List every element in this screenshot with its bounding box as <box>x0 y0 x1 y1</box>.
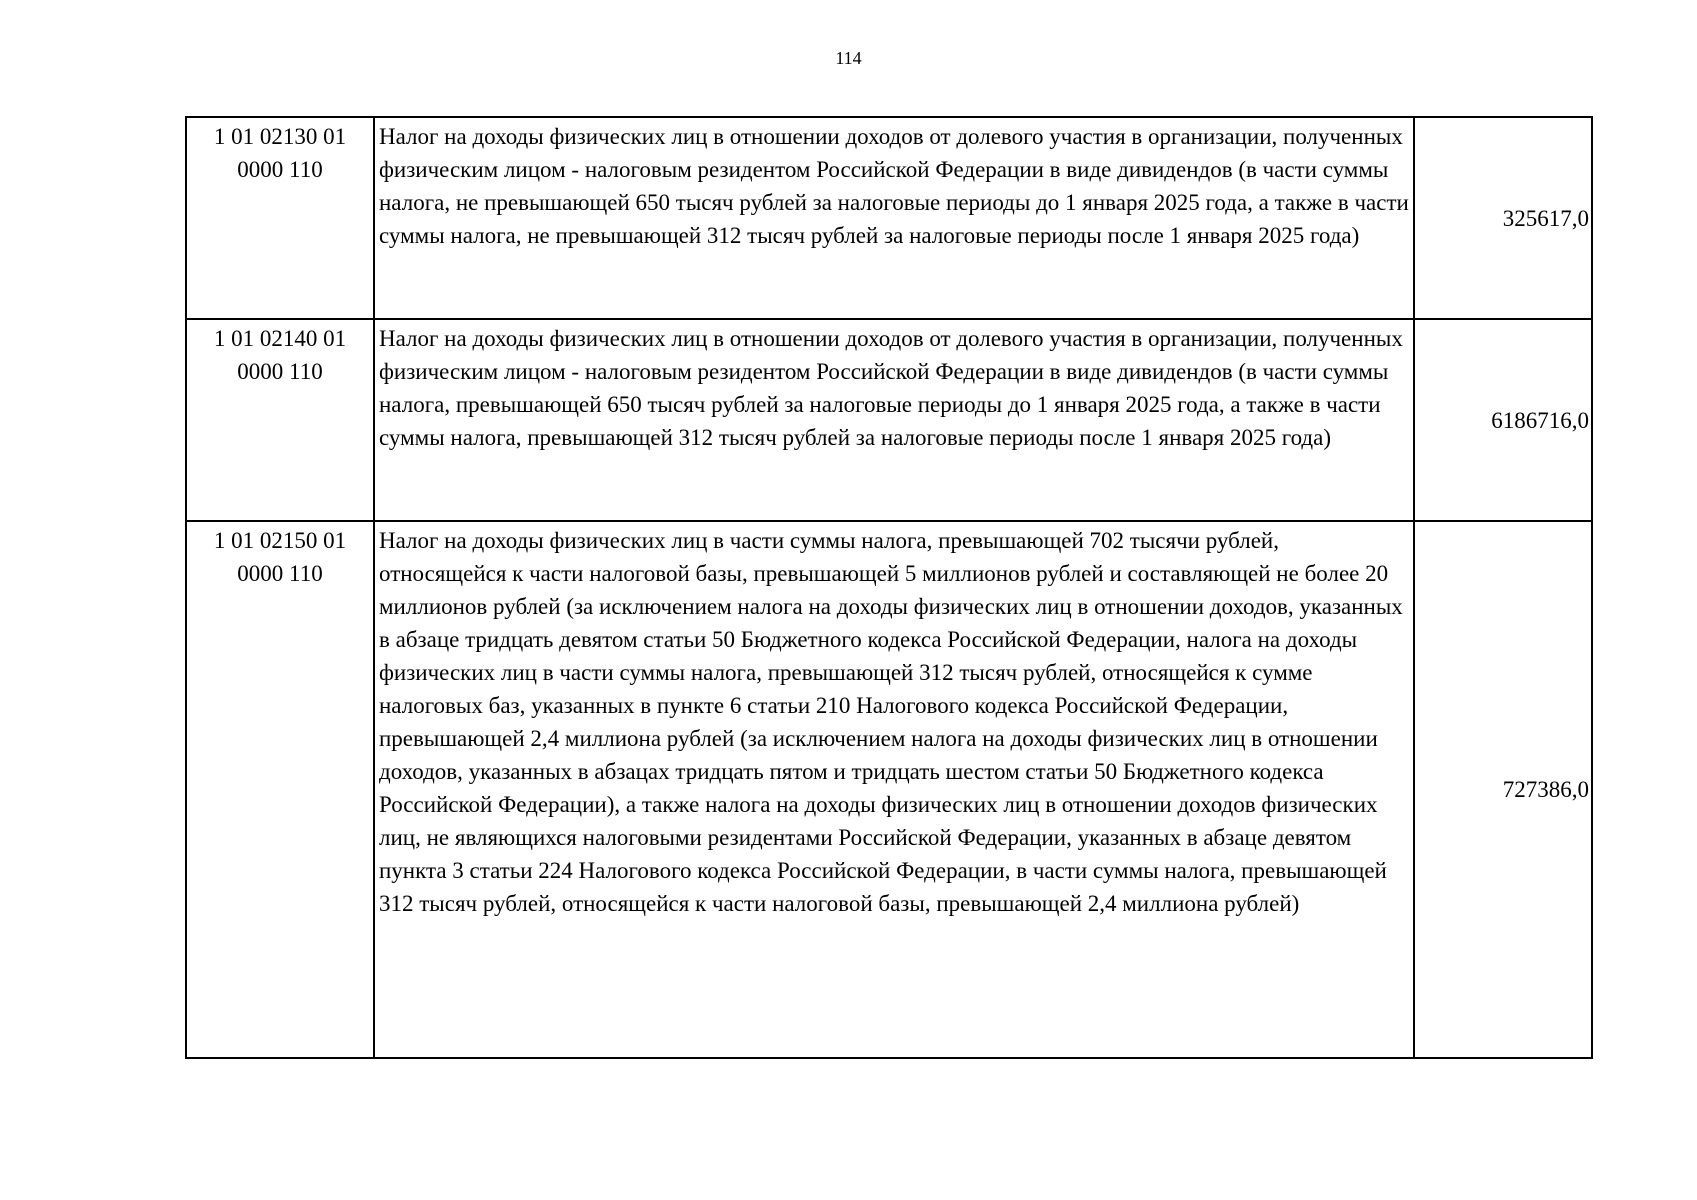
table-row <box>186 521 1592 1058</box>
code-line-2: 0000 110 <box>237 561 323 586</box>
page-number: 114 <box>835 48 862 68</box>
budget-revenue-table <box>185 116 1593 1059</box>
table-row <box>186 319 1592 521</box>
code-line-2: 0000 110 <box>237 359 323 384</box>
code-line-2: 0000 110 <box>237 157 323 182</box>
revenue-description: Налог на доходы физических лиц в части суммы налога, превышающей 702 тысячи рублей, относящейся к части налоговой базы, превышающей 5 миллионов рублей и составляющей не более 20 миллионов рублей (за исключением налога на доходы физических лиц в отношении доходов, указанных в абзаце тридцать девятом статьи 50 Бюджетного кодекса Российской Федерации, налога на доходы физических лиц в части суммы налога, превышающей 312 тысяч рублей, относящейся к сумме налоговых баз, указанных в пункте 6 статьи 210 Налогового кодекса Российской Федерации, превышающей 2,4 миллиона рублей (за исключением налога на доходы физических лиц в отношении доходов, указанных в абзацах тридцать пятом и тридцать шестом статьи 50 Бюджетного кодекса Российской Федерации), а также налога на доходы физических лиц в отношении доходов физических лиц, не являющихся налоговыми резидентами Российской Федерации, указанных в абзаце девятом пункта 3 статьи 224 Налогового кодекса Российской Федерации, в части суммы налога, превышающей 312 тысяч рублей, относящейся к части налоговой базы, превышающей 2,4 миллиона рублей) <box>374 521 1414 1058</box>
revenue-amount: 727386,0 <box>1414 521 1592 1058</box>
revenue-amount: 325617,0 <box>1414 117 1592 319</box>
table-row <box>186 117 1592 319</box>
code-line-1: 1 01 02130 01 <box>213 124 347 149</box>
revenue-description: Налог на доходы физических лиц в отношении доходов от долевого участия в организации, полученных физическим лицом - налоговым резидентом Российской Федерации в виде дивидендов (в части суммы налога, превышающей 650 тысяч рублей за налоговые периоды до 1 января 2025 года, а также в части суммы налога, превышающей 312 тысяч рублей за налоговые периоды после 1 января 2025 года) <box>374 319 1414 521</box>
budget-classification-code <box>186 117 374 319</box>
code-line-1: 1 01 02150 01 <box>213 528 347 553</box>
revenue-description: Налог на доходы физических лиц в отношении доходов от долевого участия в организации, полученных физическим лицом - налоговым резидентом Российской Федерации в виде дивидендов (в части суммы налога, не превышающей 650 тысяч рублей за налоговые периоды до 1 января 2025 года, а также в части суммы налога, не превышающей 312 тысяч рублей за налоговые периоды после 1 января 2025 года) <box>374 117 1414 319</box>
code-line-1: 1 01 02140 01 <box>213 326 347 351</box>
budget-classification-code <box>186 319 374 521</box>
budget-classification-code <box>186 521 374 1058</box>
revenue-amount: 6186716,0 <box>1414 319 1592 521</box>
